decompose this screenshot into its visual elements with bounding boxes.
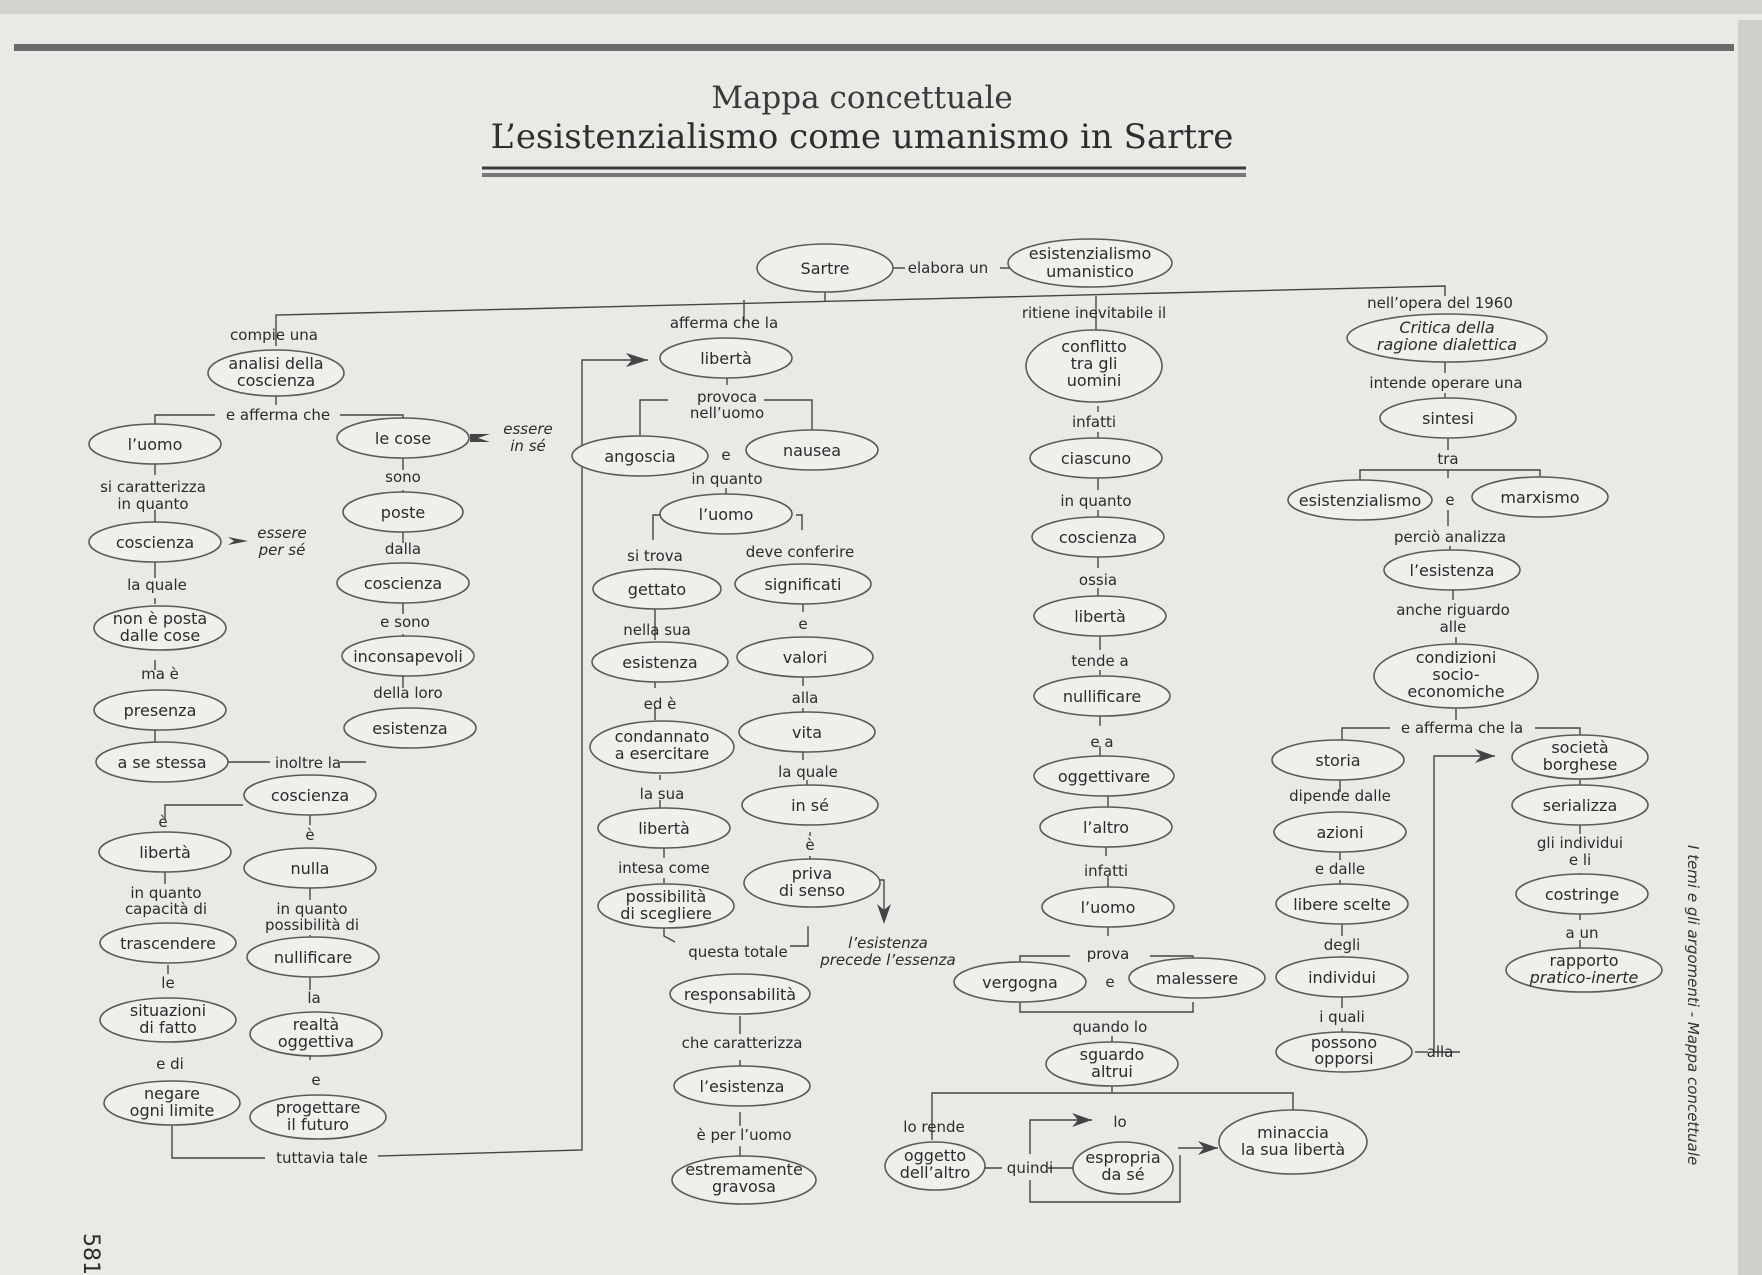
label-infatti-1: infatti	[1071, 413, 1117, 431]
label-della-loro: della loro	[373, 684, 443, 702]
node-significati-label: significati	[764, 575, 842, 594]
label-gli-individui-2: e li	[1568, 851, 1592, 869]
label-ritiene: ritiene inevitabile il	[1021, 304, 1167, 322]
label-a-un: a un	[1565, 924, 1599, 942]
node-negare-label2: ogni limite	[129, 1101, 215, 1120]
label-gli-individui-1: gli individui	[1536, 834, 1624, 852]
label-nella-sua: nella sua	[623, 621, 691, 639]
node-nulla-label: nulla	[290, 859, 330, 878]
node-liberta-1-label: libertà	[139, 843, 191, 862]
node-minaccia-label1: minaccia	[1257, 1123, 1329, 1142]
node-vergogna-label: vergogna	[982, 973, 1058, 992]
label-opera-1960: nell’opera del 1960	[1367, 294, 1513, 312]
label-dalla: dalla	[384, 540, 422, 558]
node-liberta-2-label: libertà	[700, 349, 752, 368]
node-esistenza-3-label: l’esistenza	[699, 1077, 785, 1096]
label-essere-in-se-2: in sé	[510, 437, 546, 455]
label-questa-totale: questa totale	[688, 943, 788, 961]
label-e-per-uomo: è per l’uomo	[696, 1126, 792, 1144]
label-la-sua: la sua	[639, 785, 685, 803]
node-esistenzialismo-umanistico-label: esistenzialismo	[1028, 244, 1152, 263]
label-intende: intende operare una	[1369, 374, 1523, 392]
node-angoscia-label: angoscia	[604, 447, 676, 466]
node-altro-label: l’altro	[1082, 818, 1130, 837]
node-coscienza-4-label: coscienza	[1058, 528, 1138, 547]
label-tuttavia: tuttavia tale	[276, 1149, 368, 1167]
label-provoca-1: provoca	[696, 388, 758, 406]
node-situazioni-label2: di fatto	[139, 1018, 197, 1037]
node-progettare-label2: il futuro	[286, 1115, 350, 1134]
node-conflitto-label1: conflitto	[1061, 337, 1127, 356]
node-sguardo-label1: sguardo	[1079, 1045, 1145, 1064]
label-e-6: è	[805, 836, 815, 854]
node-responsabilita-label: responsabilità	[683, 985, 797, 1004]
label-e-di: e di	[156, 1055, 184, 1073]
label-caratterizza-2: in quanto	[117, 495, 189, 513]
node-a-se-stessa-label: a se stessa	[117, 753, 207, 772]
node-possono-label1: possono	[1310, 1033, 1378, 1052]
node-individui-label: individui	[1308, 968, 1376, 987]
node-costringe-label: costringe	[1544, 885, 1620, 904]
label-e-5: e	[798, 615, 808, 633]
node-oggetto-label1: oggetto	[903, 1146, 967, 1165]
label-le: le	[161, 974, 175, 992]
node-analisi-label2: coscienza	[236, 371, 316, 390]
node-minaccia-label2: la sua libertà	[1240, 1140, 1346, 1159]
node-storia-label: storia	[1315, 751, 1361, 770]
label-la-quale-1: la quale	[127, 576, 187, 594]
side-caption: I temi e gli argomenti - Mappa concettuale	[1684, 845, 1702, 1166]
node-sintesi-label: sintesi	[1422, 409, 1474, 428]
label-anche-riguardo-1: anche riguardo	[1396, 601, 1510, 619]
map-title-line2: L’esistenzialismo come umanismo in Sartre	[490, 117, 1234, 157]
node-condannato-label1: condannato	[614, 727, 710, 746]
label-prova: prova	[1086, 945, 1130, 963]
node-condannato-label2: a esercitare	[614, 744, 710, 763]
node-in-se-label: in sé	[791, 796, 829, 815]
node-poste-label: poste	[380, 503, 426, 522]
node-nullificare-2-label: nullificare	[1062, 687, 1142, 706]
node-azioni-label: azioni	[1316, 823, 1364, 842]
label-alla-2: alla	[1426, 1043, 1454, 1061]
label-e-4: e	[721, 446, 731, 464]
node-critica-label1: Critica della	[1399, 318, 1495, 337]
label-quindi: quindi	[1006, 1159, 1054, 1177]
label-e-8: e	[1445, 491, 1455, 509]
label-percio: perciò analizza	[1393, 528, 1507, 546]
label-precede-1: l’esistenza	[848, 934, 928, 952]
label-i-quali: i quali	[1319, 1008, 1365, 1026]
label-e-1: è	[158, 813, 168, 831]
label-lo: lo	[1113, 1113, 1127, 1131]
label-la-1: la	[307, 989, 321, 1007]
node-sguardo-label2: altrui	[1091, 1062, 1133, 1081]
label-essere-in-se-1: essere	[503, 420, 553, 438]
node-liberta-4-label: libertà	[1074, 607, 1126, 626]
label-lo-rende: lo rende	[903, 1118, 965, 1136]
label-caratterizza-1: si caratterizza	[100, 478, 206, 496]
node-uomo-3-label: l’uomo	[1080, 898, 1136, 917]
label-quando-lo: quando lo	[1072, 1018, 1148, 1036]
label-in-quanto-poss-1: in quanto	[276, 900, 348, 918]
node-conflitto-label3: uomini	[1066, 371, 1122, 390]
node-ciascuno-label: ciascuno	[1060, 449, 1132, 468]
map-title-line1: Mappa concettuale	[711, 80, 1013, 116]
node-critica-label2: ragione dialettica	[1376, 335, 1518, 354]
node-espropria-label2: da sé	[1101, 1165, 1145, 1184]
label-compie: compie una	[230, 326, 318, 344]
node-esistenza-4-label: l’esistenza	[1409, 561, 1495, 580]
label-precede-2: precede l’essenza	[820, 951, 956, 969]
label-elabora: elabora un	[907, 259, 989, 277]
label-si-trova: si trova	[627, 547, 683, 565]
label-in-quanto-cap-1: in quanto	[130, 884, 202, 902]
label-essere-per-se-1: essere	[257, 524, 307, 542]
node-esistenzialismo-umanistico-label2: umanistico	[1046, 262, 1134, 281]
node-priva-label2: di senso	[778, 881, 846, 900]
label-in-quanto-poss-2: possibilità di	[264, 916, 360, 934]
label-essere-per-se-2: per sé	[258, 541, 306, 559]
label-la-quale-2: la quale	[778, 763, 838, 781]
label-ossia: ossia	[1078, 571, 1118, 589]
node-condizioni-label1: condizioni	[1415, 648, 1497, 667]
node-espropria-label1: espropria	[1085, 1148, 1161, 1167]
node-non-posta-label1: non è posta	[112, 609, 208, 628]
node-valori-label: valori	[782, 648, 828, 667]
label-afferma-la: afferma che la	[669, 314, 779, 332]
label-ed-e: ed è	[643, 695, 677, 713]
node-malessere-label: malessere	[1155, 969, 1239, 988]
node-societa-label1: società	[1551, 738, 1609, 757]
label-afferma-la-2: e afferma che la	[1400, 719, 1524, 737]
label-tende: tende a	[1071, 652, 1129, 670]
label-anche-riguardo-2: alle	[1439, 618, 1467, 636]
node-gettato-label: gettato	[627, 580, 687, 599]
node-esistenza-1-label: esistenza	[372, 719, 448, 738]
label-in-quanto-cap-2: capacità di	[124, 900, 208, 918]
node-gravosa-label1: estremamente	[685, 1160, 803, 1179]
label-intesa: intesa come	[618, 859, 710, 877]
node-coscienza-3-label: coscienza	[270, 786, 350, 805]
node-non-posta-label2: dalle cose	[119, 626, 201, 645]
node-rapporto-label1: rapporto	[1549, 951, 1619, 970]
label-e-dalle: e dalle	[1314, 860, 1366, 878]
node-coscienza-2-label: coscienza	[363, 574, 443, 593]
label-degli: degli	[1323, 936, 1361, 954]
label-caratterizza-2: che caratterizza	[681, 1034, 803, 1052]
node-progettare-label1: progettare	[275, 1098, 361, 1117]
node-marxismo-label: marxismo	[1500, 488, 1580, 507]
label-alla-1: alla	[791, 689, 819, 707]
node-sartre-label: Sartre	[800, 259, 850, 278]
node-gravosa-label2: gravosa	[712, 1177, 776, 1196]
node-serializza-label: serializza	[1542, 796, 1618, 815]
label-e-a: e a	[1090, 733, 1114, 751]
node-analisi-label1: analisi della	[228, 354, 324, 373]
node-liberta-3-label: libertà	[638, 819, 690, 838]
label-e-7: e	[1105, 973, 1115, 991]
label-infatti-2: infatti	[1083, 862, 1129, 880]
node-condizioni-label2: socio-	[1432, 665, 1480, 684]
node-condizioni-label3: economiche	[1407, 682, 1505, 701]
node-priva-label1: priva	[791, 864, 833, 883]
label-sono: sono	[385, 468, 421, 486]
node-presenza-label: presenza	[123, 701, 197, 720]
label-e-2: è	[305, 826, 315, 844]
node-possono-label2: opporsi	[1314, 1049, 1374, 1068]
node-realta-label1: realtà	[292, 1015, 340, 1034]
node-libere-scelte-label: libere scelte	[1293, 895, 1391, 914]
node-vita-label: vita	[792, 723, 822, 742]
node-oggetto-label2: dell’altro	[899, 1163, 971, 1182]
label-dipende: dipende dalle	[1289, 787, 1391, 805]
node-possibilita-label2: di scegliere	[620, 904, 712, 923]
node-realta-label2: oggettiva	[277, 1032, 355, 1051]
node-trascendere-label: trascendere	[120, 934, 216, 953]
node-possibilita-label1: possibilità	[625, 887, 707, 906]
node-rapporto-label2: pratico-inerte	[1529, 968, 1639, 987]
label-e-afferma: e afferma che	[225, 406, 331, 424]
label-deve-conferire: deve conferire	[745, 543, 855, 561]
label-inoltre: inoltre la	[274, 754, 342, 772]
node-inconsapevoli-label: inconsapevoli	[353, 647, 463, 666]
node-situazioni-label1: situazioni	[129, 1001, 207, 1020]
node-societa-label2: borghese	[1542, 755, 1618, 774]
node-le-cose-label: le cose	[374, 429, 432, 448]
node-negare-label1: negare	[143, 1084, 201, 1103]
label-ma-e: ma è	[141, 665, 179, 683]
label-e-sono: e sono	[380, 613, 430, 631]
page-number: 581	[78, 1233, 103, 1275]
node-conflitto-label2: tra gli	[1070, 354, 1118, 373]
node-nullificare-1-label: nullificare	[273, 948, 353, 967]
label-provoca-2: nell’uomo	[689, 404, 765, 422]
label-in-quanto-3: in quanto	[1060, 492, 1132, 510]
node-esistenzialismo-2-label: esistenzialismo	[1298, 491, 1422, 510]
node-uomo-1-label: l’uomo	[127, 435, 183, 454]
node-oggettivare-label: oggettivare	[1057, 767, 1151, 786]
label-in-quanto-2: in quanto	[691, 470, 763, 488]
label-e-3: e	[311, 1071, 321, 1089]
node-coscienza-1-label: coscienza	[115, 533, 195, 552]
node-uomo-2-label: l’uomo	[698, 505, 754, 524]
node-nausea-label: nausea	[782, 441, 842, 460]
label-tra: tra	[1437, 450, 1459, 468]
node-esistenza-2-label: esistenza	[622, 653, 698, 672]
